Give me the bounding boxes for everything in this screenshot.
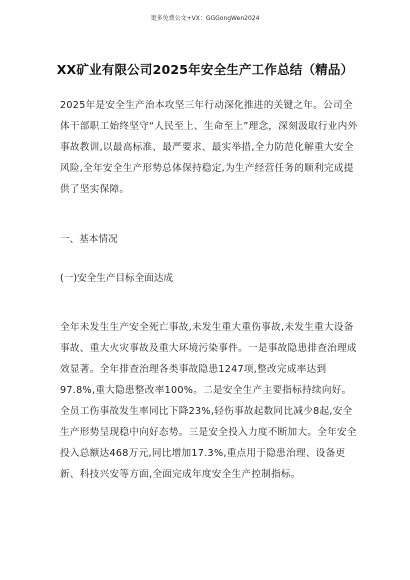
intro-paragraph: 2025年是安全生产治本攻坚三年行动深化推进的关键之年。公司全体干部职工始终坚守“人民至上、生命至上”理念，深刻汲取行业内外事故教训,以最高标准、最严要求、最实举措,全力防范化解重大安全风险,全年安全生产形势总体保持稳定,为生产经营任务的顺利完成提供了坚实保障。 (60, 100, 358, 195)
subsection-heading: (一)安全生产目标全面达成 (60, 273, 174, 284)
header-note: 更多免费公文+VX：GGGongWen2024 (150, 15, 260, 22)
body-paragraph: 全年未发生生产安全死亡事故,未发生重大重伤事故,未发生重大设备事故、重大火灾事故及重大环境污染事件。一是事故隐患排查治理成效显著。全年排查治理各类事故隐患1247项,整改完成率达到97.8%,重大隐患整改率100%。二是安全生产主要指标持续向好。全员工伤事故发生率同比下降23%,轻伤事故起数同比减少8起,安全生产形势呈现稳中向好态势。三是安全投入力度不断加大。全年安全投入总额达468万元,同比增加17.3%,重点用于隐患治理、设备更新、科技兴安等方面,全面完成年度安全生产控制指标。 (60, 322, 357, 480)
section-heading: 一、基本情况 (60, 234, 118, 245)
document-title: XX矿业有限公司2025年安全生产工作总结（精品） (56, 62, 354, 77)
